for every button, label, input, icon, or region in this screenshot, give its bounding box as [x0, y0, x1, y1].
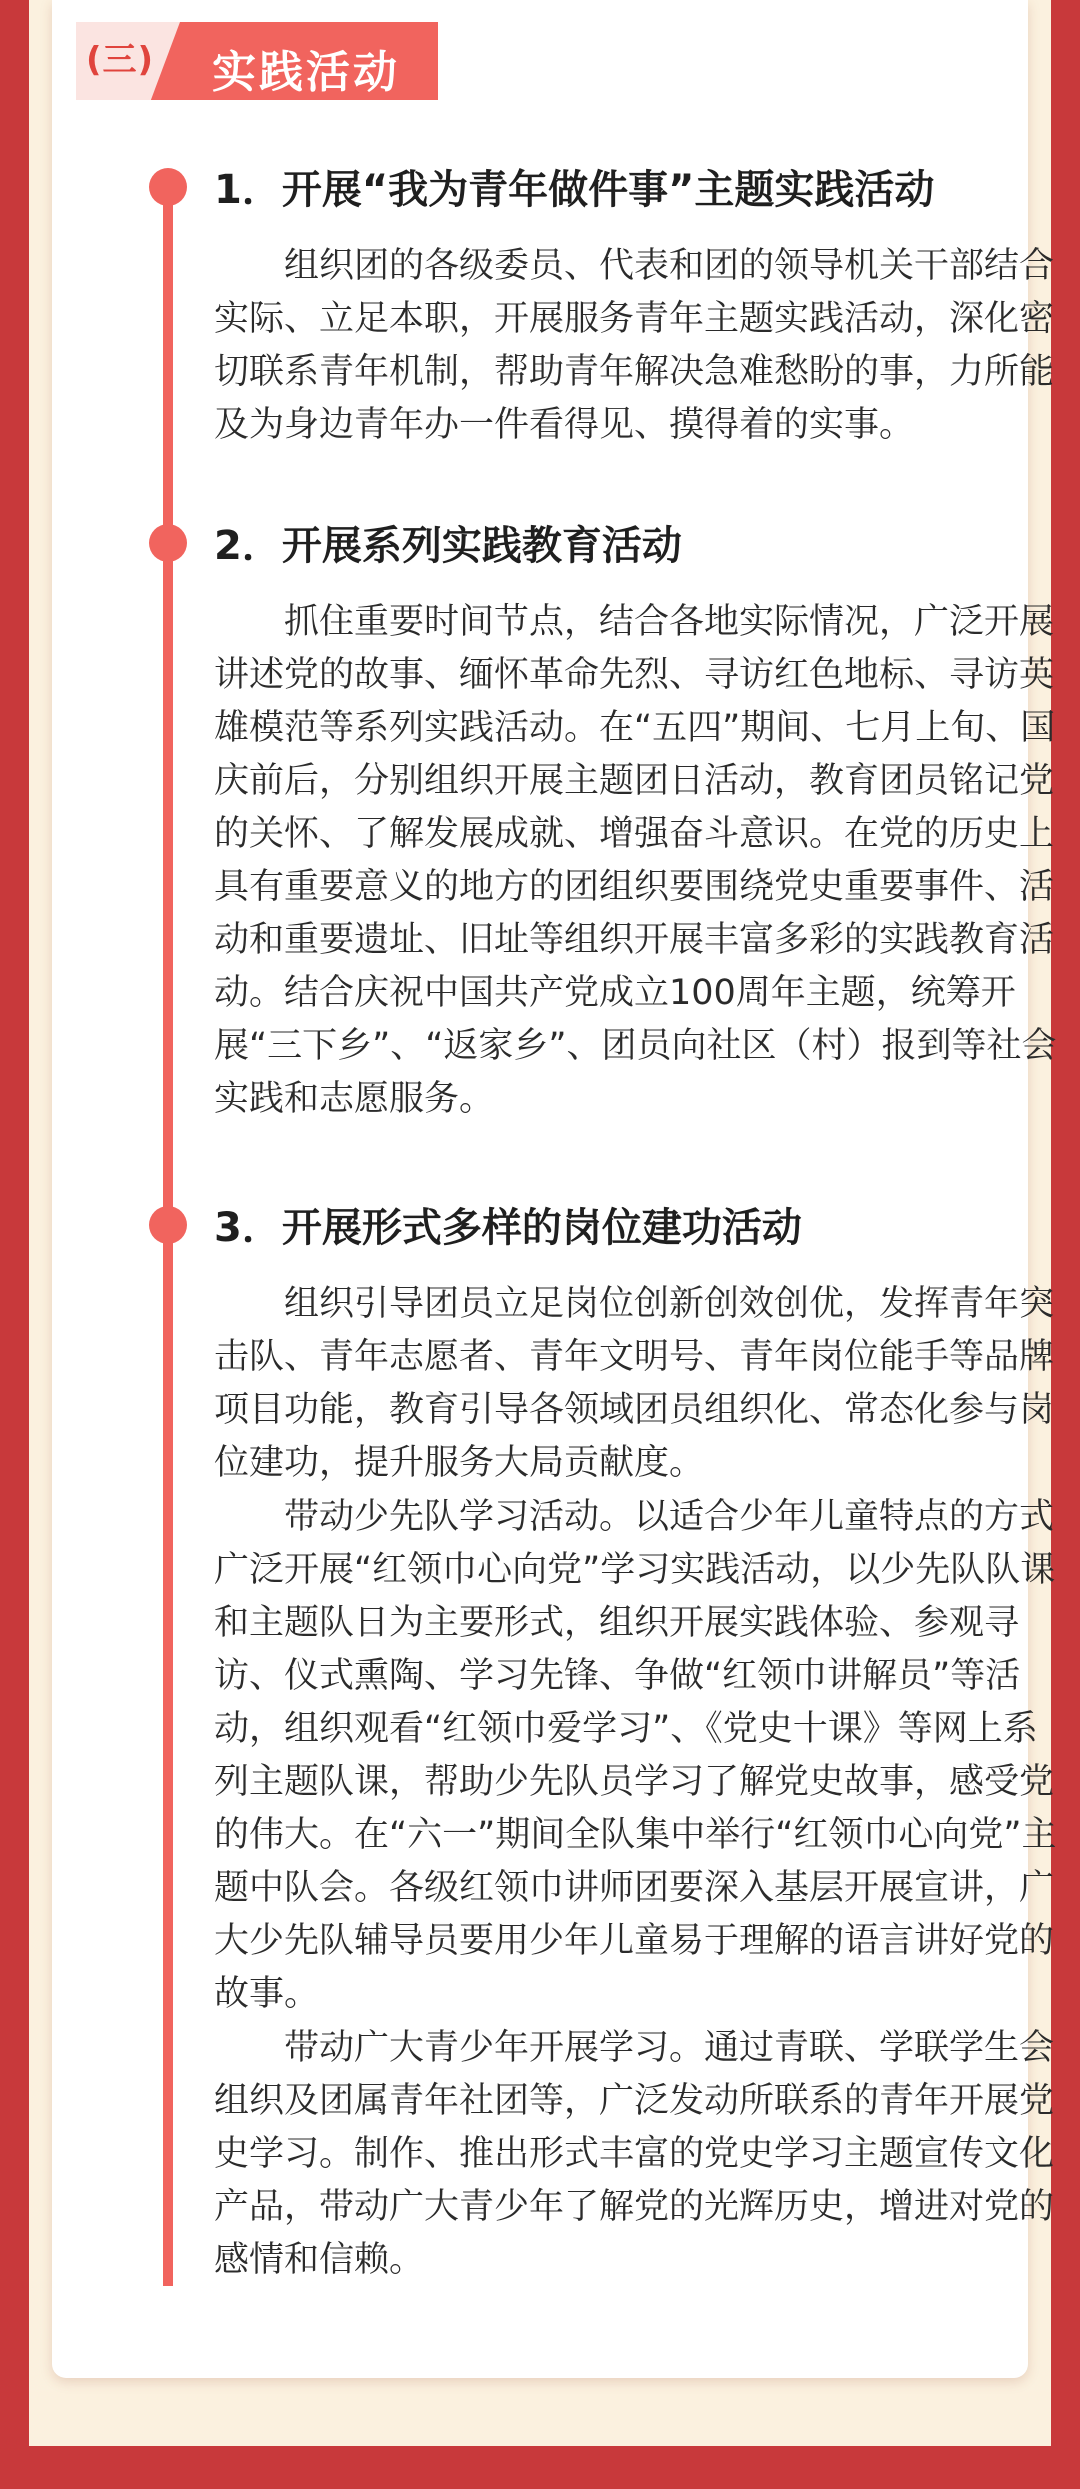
content-card — [52, 0, 1057, 2378]
section-3-paragraph-1: 组织引导团员立足岗位创新创效创优，发挥青年突击队、青年志愿者、青年文明号、青年岗位能手等品牌项目功能，教育引导各领域团员组织化、常态化参与岗位建功，提升服务大局贡献度。 — [214, 1284, 1055, 1483]
section-title-1: 1．开展“我为青年做件事”主题实践活动 — [214, 167, 935, 213]
badge-title: 实践活动 — [212, 47, 400, 98]
section-3-paragraph-2: 带动少先队学习活动。以适合少年儿童特点的方式广泛开展“红领巾心向党”学习实践活动，以少先队队课和主题队日为主要形式，组织开展实践体验、参观寻访、仪式熏陶、学习先锋、争做“红领巾讲解员”等活动，组织观看“红领巾爱学习”、《党史十课》等网上系列主题队课，帮助少先队员学习了解党史故事，感受党的伟大。在“六一”期间全队集中举行“红领巾心向党”主题中队会。各级红领巾讲师团要深入基层开展宣讲，广大少先队辅导员要用少年儿童易于理解的语言讲好党的故事。 — [214, 1497, 1057, 2014]
section-title-3: 3．开展形式多样的岗位建功活动 — [214, 1205, 802, 1251]
section-2-paragraph: 抓住重要时间节点，结合各地实际情况，广泛开展讲述党的故事、缅怀革命先烈、寻访红色地标、寻访英雄模范等系列实践活动。在“五四”期间、七月上旬、国庆前后，分别组织开展主题团日活动，教育团员铭记党的关怀、了解发展成就、增强奋斗意识。在党的历史上具有重要意义的地方的团组织要围绕党史重要事件、活动和重要遗址、旧址等组织开展丰富多彩的实践教育活动。结合庆祝中国共产党成立100周年主题，统筹开展“三下乡”、“返家乡”、团员向社区（村）报到等社会实践和志愿服务。 — [214, 602, 1057, 1119]
timeline-dot — [149, 524, 187, 562]
section-1-paragraph: 组织团的各级委员、代表和团的领导机关干部结合实际、立足本职，开展服务青年主题实践活动，深化密切联系青年机制，帮助青年解决急难愁盼的事，力所能及为身边青年办一件看得见、摸得着的实事。 — [214, 246, 1055, 445]
timeline-dot — [149, 168, 187, 206]
timeline-dot — [149, 1206, 187, 1244]
badge-number: (三) — [86, 40, 155, 80]
section-badge — [76, 22, 438, 100]
section-title-2: 2．开展系列实践教育活动 — [214, 523, 682, 569]
section-3-paragraph-3: 带动广大青少年开展学习。通过青联、学联学生会组织及团属青年社团等，广泛发动所联系的青年开展党史学习。制作、推出形式丰富的党史学习主题宣传文化产品，带动广大青少年了解党的光辉历史，增进对党的感情和信赖。 — [214, 2028, 1055, 2280]
